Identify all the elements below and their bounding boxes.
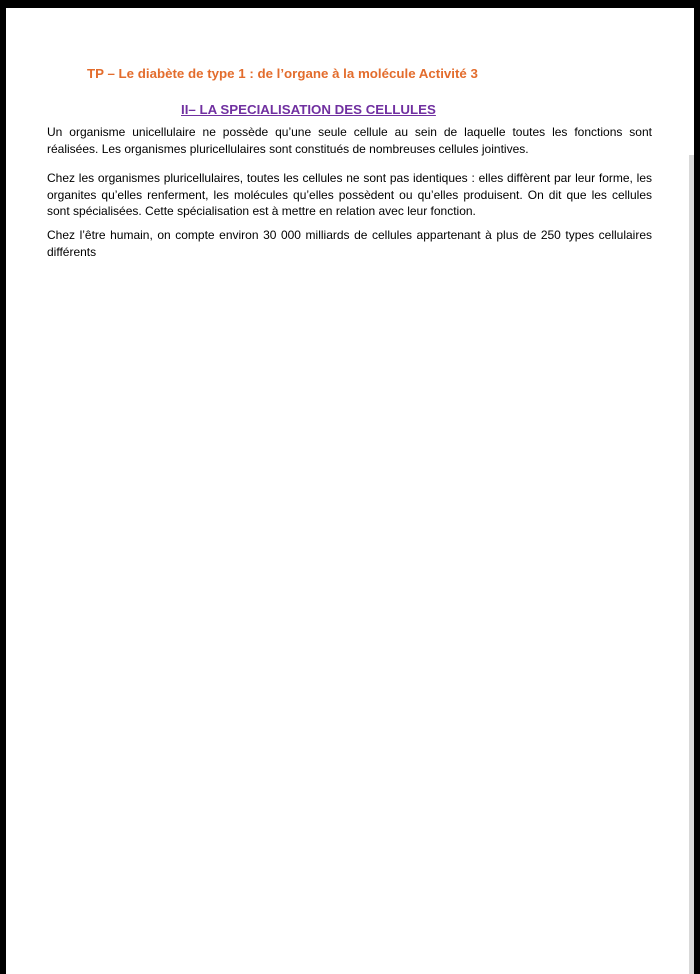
paragraph-cell-count: Chez l’être humain, on compte environ 30 000 milliards de cellules appartenant à plus de 250 types cellulaires différents	[47, 228, 652, 259]
section-heading: II– LA SPECIALISATION DES CELLULES	[181, 102, 436, 117]
document-title: TP – Le diabète de type 1 : de l’organe à la molécule Activité 3	[87, 66, 478, 81]
document-page	[6, 8, 689, 974]
paragraph-specialisation: Chez les organismes pluricellulaires, toutes les cellules ne sont pas identiques : elles diffèrent par leur forme, les organites qu’elles renferment, les molécules qu’elles possèdent ou qu’elles produisent. On dit que les cellules sont spécialisées. Cette spécialisation est à mettre en relation avec leur fonction.	[47, 171, 652, 218]
scrollbar-thumb[interactable]	[689, 155, 694, 974]
paragraph-unicellular: Un organisme unicellulaire ne possède qu’une seule cellule au sein de laquelle toutes les fonctions sont réalisées. Les organismes pluricellulaires sont constitués de nombreuses cellules jointives.	[47, 125, 652, 156]
